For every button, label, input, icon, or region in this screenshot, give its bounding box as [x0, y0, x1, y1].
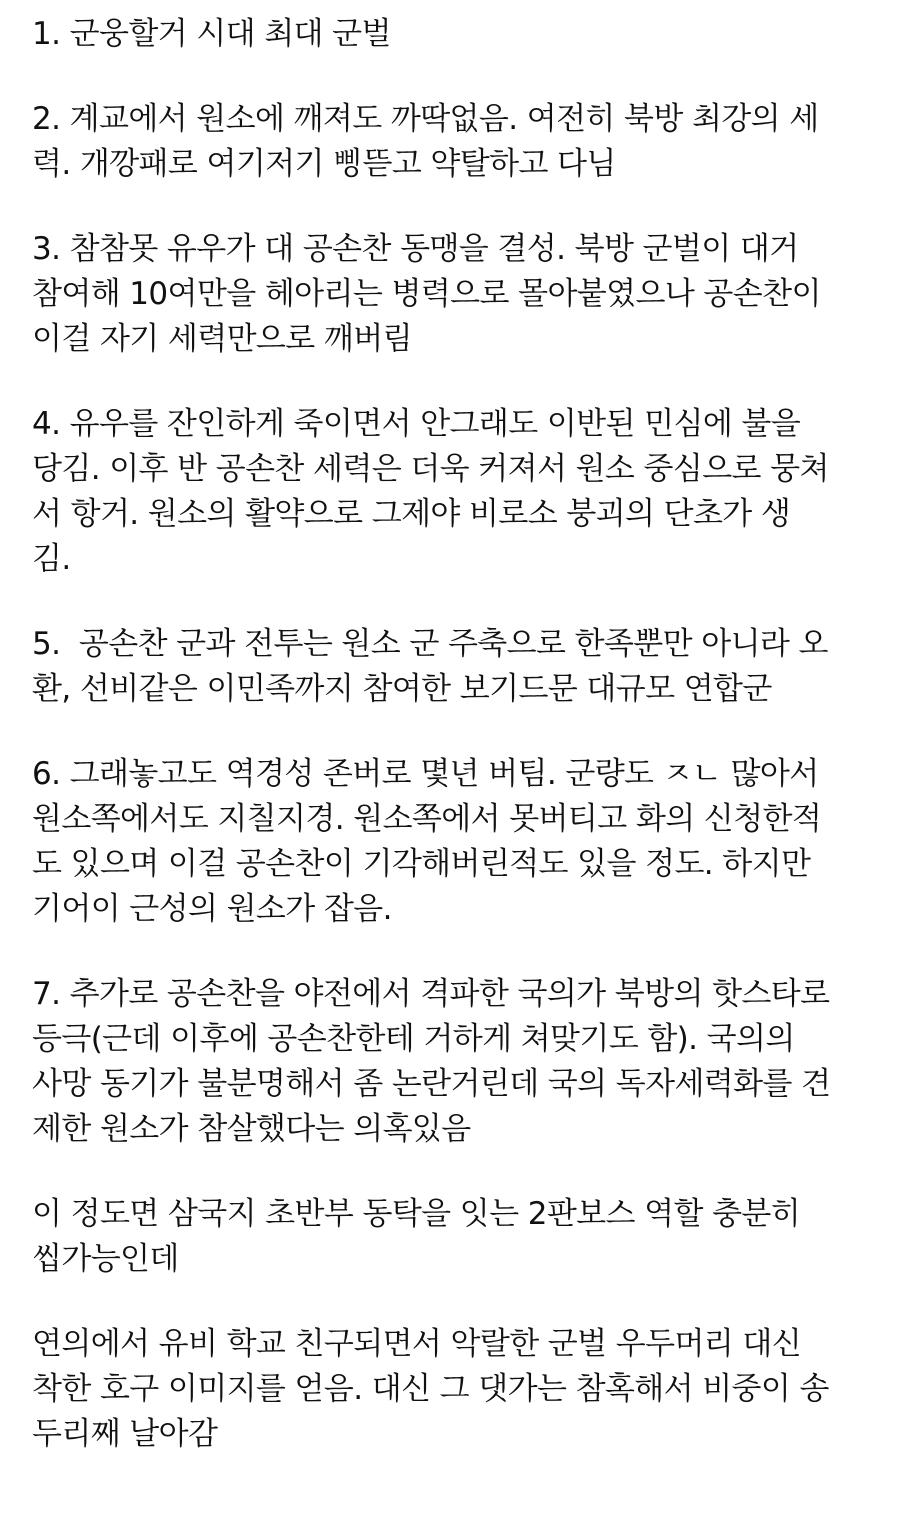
text-line: 7. 추가로 공손찬을 야전에서 격파한 국의가 북방의 핫스타로	[32, 976, 830, 1012]
text-line: 1. 군웅할거 시대 최대 군벌	[32, 16, 391, 52]
text-line: 씹가능인데	[32, 1241, 179, 1277]
paragraph-6	[32, 752, 878, 932]
text-line: 등극(근데 이후에 공손찬한테 거하게 쳐맞기도 함). 국의의	[32, 1021, 795, 1057]
text-line: 사망 동기가 불분명해서 좀 논란거린데 국의 독자세력화를 견	[32, 1066, 831, 1102]
text-line: 이걸 자기 세력만으로 깨버림	[32, 321, 412, 357]
paragraph-3	[32, 227, 878, 362]
text-line: 참여해 10여만을 헤아리는 병력으로 몰아붙였으나 공손찬이	[32, 276, 821, 312]
text-line: 기어이 근성의 원소가 잡음.	[32, 891, 392, 927]
paragraph-1	[32, 12, 878, 57]
text-line: 원소쪽에서도 지칠지경. 원소쪽에서 못버티고 화의 신청한적	[32, 801, 822, 837]
text-line: 착한 호구 이미지를 얻음. 대신 그 댓가는 참혹해서 비중이 송	[32, 1371, 829, 1407]
paragraph-8	[32, 1192, 878, 1282]
text-line: 3. 참참못 유우가 대 공손찬 동맹을 결성. 북방 군벌이 대거	[32, 231, 799, 267]
text-line: 이 정도면 삼국지 초반부 동탁을 잇는 2판보스 역할 충분히	[32, 1196, 801, 1232]
text-line: 두리째 날아감	[32, 1416, 218, 1452]
text-line: 당김. 이후 반 공손찬 세력은 더욱 커져서 원소 중심으로 뭉쳐	[32, 451, 829, 487]
text-line: 2. 계교에서 원소에 깨져도 까딱없음. 여전히 북방 최강의 세	[32, 101, 819, 137]
text-line: 4. 유우를 잔인하게 죽이면서 안그래도 이반된 민심에 불을	[32, 406, 801, 442]
text-line: 서 항거. 원소의 활약으로 그제야 비로소 붕괴의 단초가 생	[32, 496, 791, 532]
text-line: 제한 원소가 참살했다는 의혹있음	[32, 1111, 471, 1147]
text-line: 환, 선비같은 이민족까지 참여한 보기드문 대규모 연합군	[32, 671, 772, 707]
paragraph-9	[32, 1322, 878, 1457]
text-line: 연의에서 유비 학교 친구되면서 악랄한 군벌 우두머리 대신	[32, 1326, 802, 1362]
text-line: 6. 그래놓고도 역경성 존버로 몇년 버팀. 군량도 ㅈㄴ 많아서	[32, 756, 819, 792]
text-line: 력. 개깡패로 여기저기 삥뜯고 약탈하고 다님	[32, 146, 616, 182]
text-line: 김.	[32, 541, 71, 577]
paragraph-4	[32, 402, 878, 582]
text-line: 도 있으며 이걸 공손찬이 기각해버린적도 있을 정도. 하지만	[32, 846, 811, 882]
post-body	[32, 12, 878, 1497]
paragraph-2	[32, 97, 878, 187]
paragraph-7	[32, 972, 878, 1152]
text-line: 5. 공손찬 군과 전투는 원소 군 주축으로 한족뿐만 아니라 오	[32, 626, 828, 662]
paragraph-5	[32, 622, 878, 712]
